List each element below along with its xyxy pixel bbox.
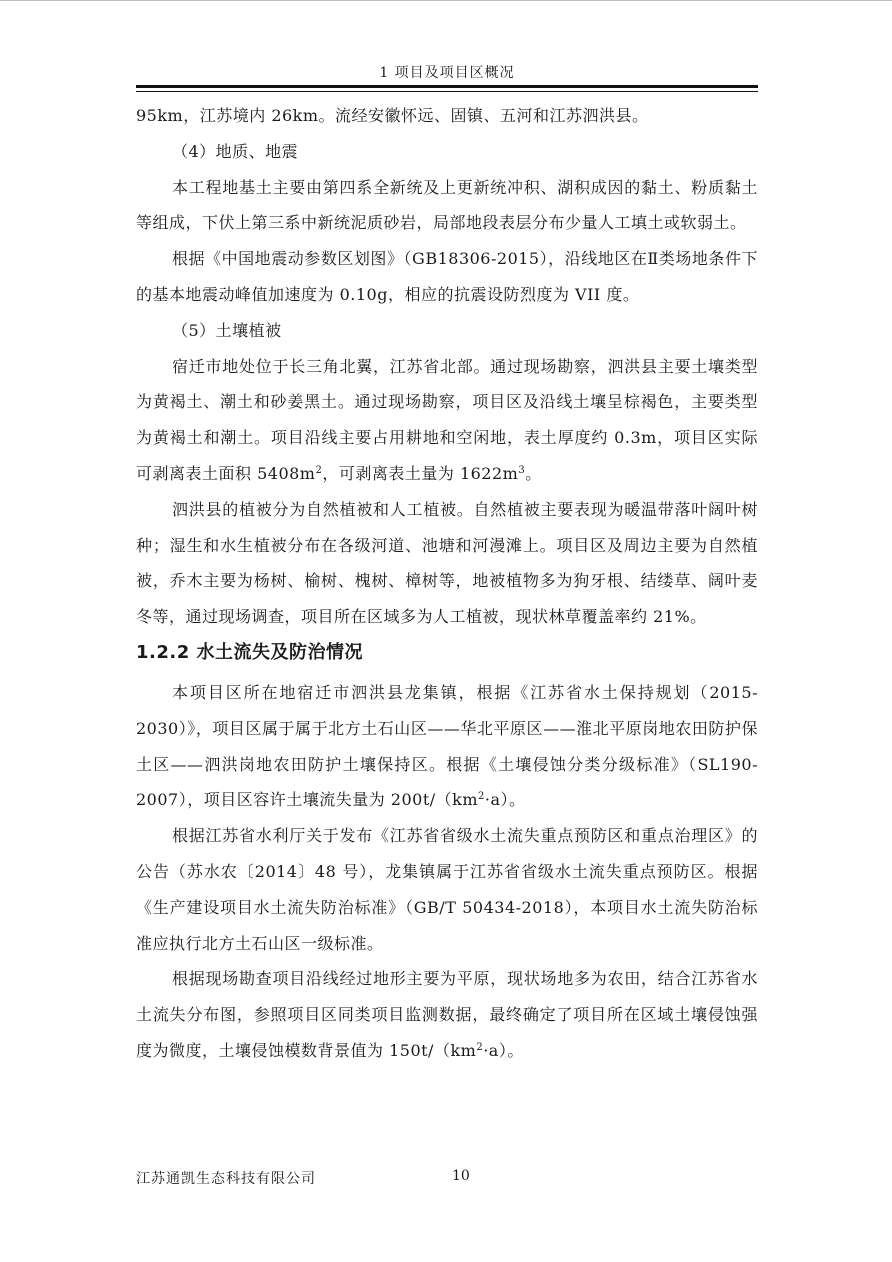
text-span: 宿迁市地处位于长三角北翼，江苏省北部。通过现场勘察，泗洪县主要土壤类型为黄褐土、潮土和砂姜黑土。通过现场勘察，项目区及沿线土壤呈棕褐色，主要类型为黄褐土和潮土。项目沿线主要占用耕地和空闲地，表土厚度约 0.3m，项目区实际可剥离表土面积 5408m — [136, 356, 758, 483]
paragraph-prevention-zone: 根据江苏省水利厅关于发布《江苏省省级水土流失重点预防区和重点治理区》的公告（苏水农〔2014〕48 号），龙集镇属于江苏省省级水土流失重点预防区。根据《生产建设项目水土流失防治标准》（GB/T 50434-2018），本项目水土流失防治标准应执行北方土石山区一级标准。 — [136, 826, 758, 953]
paragraph-seismic: 根据《中国地震动参数区划图》（GB18306-2015），沿线地区在Ⅱ类场地条件下的基本地震动峰值加速度为 0.10g，相应的抗震设防烈度为 VII 度。 — [136, 249, 758, 304]
superscript: 2 — [476, 1041, 484, 1053]
subheading-soil-vegetation: （5）土壤植被 — [172, 320, 282, 340]
body-text — [136, 98, 758, 1069]
text-span: 。 — [525, 463, 542, 483]
paragraph-erosion-intensity — [136, 961, 758, 1068]
paragraph-geology: 本工程地基土主要由第四系全新统及上更新统冲积、湖积成因的黏土、粉质黏土等组成，下伏上第三系中新统泥质砂岩，局部地段表层分布少量人工填土或软弱土。 — [136, 177, 758, 233]
paragraph-soil — [136, 349, 758, 492]
paragraph-zoning — [136, 675, 758, 818]
text-span: 本项目区所在地宿迁市泗洪县龙集镇，根据《江苏省水土保持规划（2015-2030）》，项目区属于属于北方土石山区——华北平原区——淮北平原岗地农田防护保土区——泗洪岗地农田防护土壤保持区。根据《土壤侵蚀分类分级标准》（SL190-2007），项目区容许土壤流失量为 200t/（km — [136, 682, 758, 810]
paragraph-river-length: 95km，江苏境内 26km。流经安徽怀远、固镇、五河和江苏泗洪县。 — [136, 106, 649, 125]
text-span: 根据现场勘查项目沿线经过地形主要为平原，现状场地多为农田，结合江苏省水土流失分布图，参照项目区同类项目监测数据，最终确定了项目所在区域土壤侵蚀强度为微度，土壤侵蚀模数背景值为 150t/（km — [136, 969, 758, 1060]
page-number: 10 — [452, 1168, 470, 1184]
superscript: 2 — [315, 464, 323, 476]
section-heading: 1.2.2 水土流失及防治情况 — [136, 641, 364, 663]
header-rule-thick — [136, 85, 758, 88]
footer-company: 江苏通凯生态科技有限公司 — [136, 1171, 316, 1187]
text-span: ，可剥离表土量为 1622m — [322, 463, 519, 483]
superscript: 2 — [478, 791, 485, 803]
superscript: 3 — [518, 464, 526, 476]
text-span: ·a）。 — [484, 790, 526, 810]
running-header: 1 项目及项目区概况 — [379, 65, 515, 81]
page-top-border — [0, 0, 892, 1]
text-span: ·a）。 — [483, 1040, 524, 1060]
subheading-geology: （4）地质、地震 — [172, 141, 299, 161]
paragraph-vegetation: 泗洪县的植被分为自然植被和人工植被。自然植被主要表现为暖温带落叶阔叶树种；湿生和水生植被分布在各级河道、池塘和河漫滩上。项目区及周边主要为自然植被，乔木主要为杨树、榆树、槐树、樟树等，地被植物多为狗牙根、结缕草、阔叶麦冬等，通过现场调查，项目所在区域多为人工植被，现状林草覆盖率约 21%。 — [136, 499, 758, 627]
header-rule-thin — [136, 91, 758, 92]
